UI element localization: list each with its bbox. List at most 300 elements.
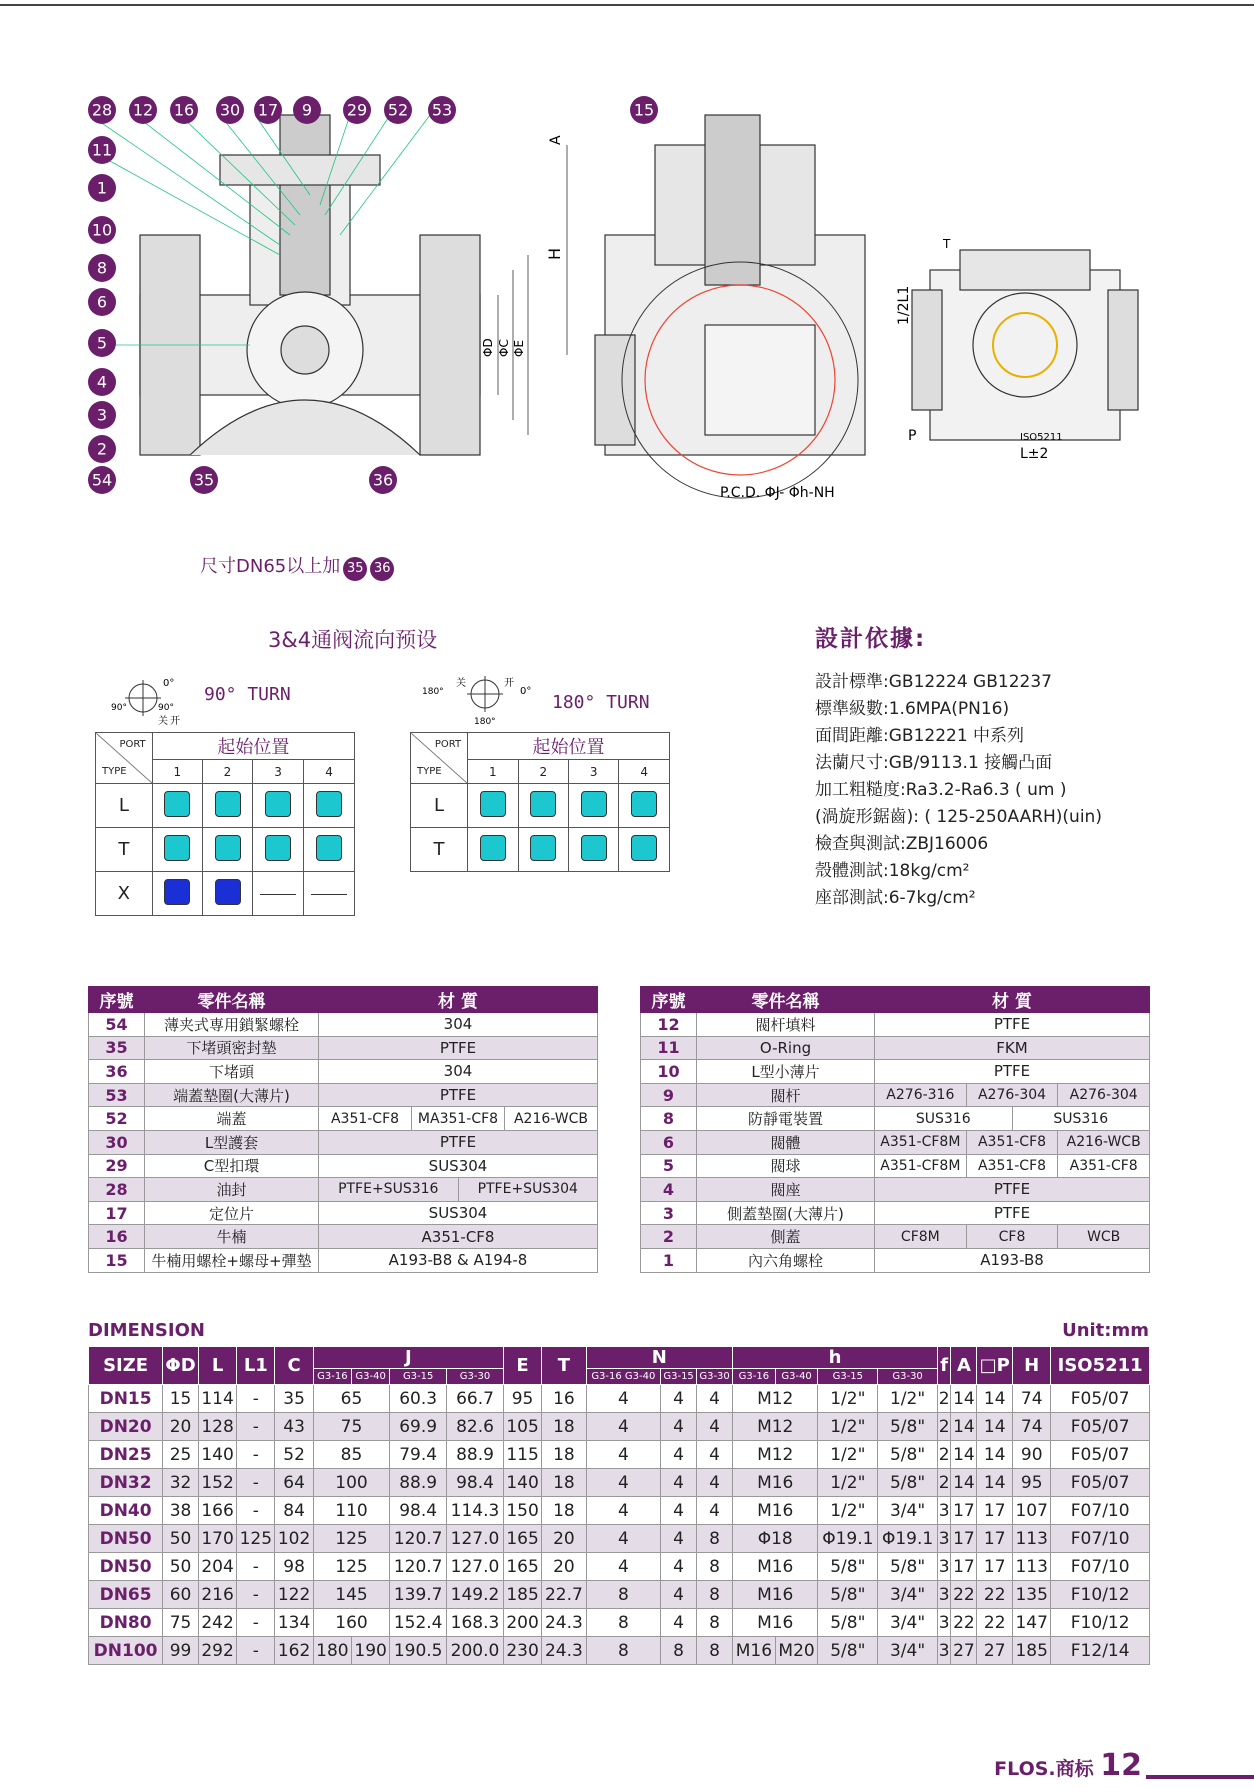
d-cell: 15 <box>163 1385 199 1413</box>
part-number: 30 <box>89 1130 145 1154</box>
h-cell: 1/2" <box>818 1441 878 1469</box>
size-cell: DN50 <box>89 1525 163 1553</box>
footer <box>994 1748 1142 1783</box>
part-number: 17 <box>89 1201 145 1225</box>
dimension-row <box>89 1581 1150 1609</box>
p-cell: 17 <box>977 1553 1013 1581</box>
valve-flow-icon <box>631 835 657 861</box>
svg-text:15: 15 <box>633 100 655 120</box>
valve-top-view-drawing <box>890 230 1160 460</box>
part-row <box>641 1083 1150 1107</box>
part-number: 15 <box>89 1248 145 1272</box>
c-cell: 64 <box>275 1469 313 1497</box>
bubble-15 <box>630 96 658 124</box>
parts-table-left: 序號 零件名稱 材 質 54 薄夹式専用鎖緊螺栓 304 35 下堵頭密封墊 PTFE 36 下堵頭 304 53 端蓋墊圈(大薄片) PTFE 52 端蓋 A351-CF8 MA351-CF8 A216-WCB 30 L型護套 PTFE 29 C型扣環 SUS304 28 油封 PTFE+SUS316 PTFE+SUS304 17 定位片 SUS304 16 牛楠 A351-CF8 15 牛楠用螺栓+螺母+彈墊 A193-B8 & A194-8 <box>88 986 598 1273</box>
material-option: WCB <box>1057 1225 1149 1248</box>
c-cell: 35 <box>275 1385 313 1413</box>
j-cell: 190 <box>351 1637 389 1665</box>
j-cell: 125 <box>313 1553 390 1581</box>
e-cell: 105 <box>503 1413 541 1441</box>
part-material: SUS304 <box>319 1201 598 1225</box>
l1-cell: - <box>237 1609 275 1637</box>
l1-cell: - <box>237 1553 275 1581</box>
n-cell: 8 <box>697 1581 733 1609</box>
material-option: A276-304 <box>1057 1084 1149 1107</box>
part-name: L型護套 <box>145 1130 319 1154</box>
part-name: L型小薄片 <box>697 1060 875 1084</box>
j-cell: 98.4 <box>447 1469 504 1497</box>
n-cell: 4 <box>697 1441 733 1469</box>
h-cell: Φ19.1 <box>878 1525 938 1553</box>
svg-text:35: 35 <box>193 470 215 490</box>
bubble-52 <box>384 96 412 124</box>
j-cell: 120.7 <box>390 1525 447 1553</box>
j-cell: 120.7 <box>390 1553 447 1581</box>
j-cell: 114.3 <box>447 1497 504 1525</box>
part-name: 側蓋墊圈(大薄片) <box>697 1201 875 1225</box>
note-bubble-35: 35 <box>343 557 367 581</box>
part-number: 54 <box>89 1013 145 1037</box>
h-cell: M16 <box>733 1609 818 1637</box>
n-cell: 8 <box>697 1609 733 1637</box>
e-cell: 95 <box>503 1385 541 1413</box>
valve-flow-icon <box>480 791 506 817</box>
part-material: PTFE <box>875 1013 1150 1037</box>
bubble-2 <box>88 435 116 463</box>
size-cell: DN65 <box>89 1581 163 1609</box>
j-cell: 75 <box>313 1413 390 1441</box>
l-cell: 216 <box>198 1581 236 1609</box>
basis-line: 設計標準:GB12224 GB12237 <box>815 672 1052 692</box>
d-cell: 50 <box>163 1553 199 1581</box>
valve-flow-icon <box>581 791 607 817</box>
turn-90-label: 90° TURN <box>204 684 291 705</box>
j-cell: 168.3 <box>447 1609 504 1637</box>
part-name: 定位片 <box>145 1201 319 1225</box>
a-cell: 22 <box>951 1581 977 1609</box>
flow-table-90: PORT TYPE 起始位置 1 2 3 4 L T X <box>95 732 355 916</box>
j-cell: 82.6 <box>447 1413 504 1441</box>
f-cell: 3 <box>937 1581 951 1609</box>
l1-cell: - <box>237 1385 275 1413</box>
basis-line: 加工粗糙度:Ra3.2-Ra6.3 ( um ) <box>815 780 1067 800</box>
turn-180-label: 180° TURN <box>552 692 650 713</box>
basis-line: 檢查與測試:ZBJ16006 <box>815 834 989 854</box>
design-basis <box>815 620 1102 910</box>
svg-text:30: 30 <box>219 100 241 120</box>
dimension-row <box>89 1553 1150 1581</box>
hh-cell: 113 <box>1013 1525 1051 1553</box>
part-number: 29 <box>89 1154 145 1178</box>
j-cell: 98.4 <box>390 1497 447 1525</box>
n-cell: 4 <box>586 1469 660 1497</box>
j-cell: 60.3 <box>390 1385 447 1413</box>
svg-text:90°: 90° <box>158 703 174 713</box>
part-number: 12 <box>641 1013 697 1037</box>
page-number: 12 <box>1100 1748 1142 1783</box>
material-option: SUS316 <box>1012 1107 1150 1130</box>
size-cell: DN20 <box>89 1413 163 1441</box>
bubble-29 <box>343 96 371 124</box>
p-cell: 14 <box>977 1441 1013 1469</box>
l-cell: 166 <box>198 1497 236 1525</box>
t-cell: 24.3 <box>542 1609 586 1637</box>
dimension-row <box>89 1413 1150 1441</box>
part-row <box>641 1130 1150 1154</box>
start-position-header: 起始位置 <box>152 733 354 760</box>
t-cell: 18 <box>542 1497 586 1525</box>
design-basis-title: 設計依據: <box>815 626 927 652</box>
n-cell: 4 <box>586 1497 660 1525</box>
e-cell: 165 <box>503 1525 541 1553</box>
hh-cell: 135 <box>1013 1581 1051 1609</box>
part-row <box>89 1248 598 1272</box>
a-cell: 14 <box>951 1469 977 1497</box>
n-cell: 4 <box>661 1581 697 1609</box>
n-cell: 8 <box>697 1637 733 1665</box>
part-material: PTFE <box>875 1060 1150 1084</box>
material-option: MA351-CF8 <box>411 1107 504 1130</box>
j-cell: 110 <box>313 1497 390 1525</box>
svg-text:17: 17 <box>257 100 279 120</box>
n-cell: 4 <box>586 1525 660 1553</box>
n-cell: 8 <box>586 1581 660 1609</box>
part-material <box>319 1107 598 1131</box>
svg-text:开: 开 <box>504 678 514 689</box>
n-cell: 4 <box>586 1413 660 1441</box>
basis-line: 殼體測試:18kg/cm² <box>815 861 970 881</box>
j-cell: 190.5 <box>390 1637 447 1665</box>
n-cell: 8 <box>697 1525 733 1553</box>
l-cell: 114 <box>198 1385 236 1413</box>
material-option: CF8M <box>900 1228 940 1245</box>
j-cell: 200.0 <box>447 1637 504 1665</box>
d-cell: 50 <box>163 1525 199 1553</box>
j-cell: 127.0 <box>447 1553 504 1581</box>
svg-text:53: 53 <box>431 100 453 120</box>
valve-flow-icon <box>265 791 291 817</box>
h-cell: Φ18 <box>733 1525 818 1553</box>
l1-cell: - <box>237 1469 275 1497</box>
c-cell: 52 <box>275 1441 313 1469</box>
size-cell: DN32 <box>89 1469 163 1497</box>
dim-H: H <box>545 247 564 260</box>
size-cell: DN80 <box>89 1609 163 1637</box>
n-cell: 4 <box>697 1385 733 1413</box>
part-number: 35 <box>89 1036 145 1060</box>
d-cell: 20 <box>163 1413 199 1441</box>
j-cell: 152.4 <box>390 1609 447 1637</box>
t-cell: 16 <box>542 1385 586 1413</box>
c-cell: 98 <box>275 1553 313 1581</box>
a-cell: 17 <box>951 1497 977 1525</box>
p-cell: 22 <box>977 1609 1013 1637</box>
j-cell: 79.4 <box>390 1441 447 1469</box>
part-number: 16 <box>89 1225 145 1249</box>
h-cell: M12 <box>733 1413 818 1441</box>
basis-line: 座部測試:6-7kg/cm² <box>815 888 976 908</box>
part-row <box>641 1201 1150 1225</box>
top-rule <box>0 4 1254 6</box>
part-name: 閥杆填料 <box>697 1013 875 1037</box>
svg-text:8: 8 <box>96 258 108 278</box>
bubble-8 <box>88 254 116 282</box>
svg-text:关: 关 <box>456 678 466 689</box>
h-cell: M12 <box>733 1441 818 1469</box>
h-cell: 5/8" <box>818 1609 878 1637</box>
part-row <box>641 1154 1150 1178</box>
bubble-17 <box>254 96 282 124</box>
svg-text:10: 10 <box>91 220 113 240</box>
flow-preset-title: 3&4通阀流向预设 <box>268 628 438 652</box>
h-cell: 1/2" <box>818 1497 878 1525</box>
l-cell: 128 <box>198 1413 236 1441</box>
d-cell: 75 <box>163 1609 199 1637</box>
j-cell: 149.2 <box>447 1581 504 1609</box>
p-cell: 14 <box>977 1385 1013 1413</box>
h-cell: 5/8" <box>878 1553 938 1581</box>
valve-flow-icon <box>265 835 291 861</box>
d-cell: 38 <box>163 1497 199 1525</box>
part-material: FKM <box>875 1036 1150 1060</box>
j-cell: 88.9 <box>447 1441 504 1469</box>
l1-cell: - <box>237 1497 275 1525</box>
f-cell: 3 <box>937 1525 951 1553</box>
part-material: A193-B8 <box>875 1248 1150 1272</box>
e-cell: 230 <box>503 1637 541 1665</box>
l-cell: 204 <box>198 1553 236 1581</box>
svg-text:12: 12 <box>132 100 154 120</box>
h-cell: Φ19.1 <box>818 1525 878 1553</box>
part-row <box>641 1107 1150 1131</box>
t-cell: 20 <box>542 1553 586 1581</box>
iso-cell: F05/07 <box>1051 1413 1150 1441</box>
n-cell: 4 <box>661 1385 697 1413</box>
bubble-16 <box>170 96 198 124</box>
start-position-header: 起始位置 <box>468 733 670 760</box>
empty-dash <box>311 894 347 895</box>
part-row <box>641 1225 1150 1249</box>
n-cell: 4 <box>661 1553 697 1581</box>
l-cell: 170 <box>198 1525 236 1553</box>
part-row <box>89 1130 598 1154</box>
bubble-54 <box>88 466 116 494</box>
dim-iso: ISO5211 <box>1020 432 1063 443</box>
valve-flow-icon <box>631 791 657 817</box>
part-name: 閥體 <box>697 1130 875 1154</box>
svg-text:16: 16 <box>173 100 195 120</box>
svg-text:52: 52 <box>387 100 409 120</box>
part-number: 3 <box>641 1201 697 1225</box>
part-name: 薄夹式専用鎖緊螺栓 <box>145 1013 319 1037</box>
dim-L-tol: L±2 <box>1020 446 1049 460</box>
valve-side-section-drawing <box>545 95 915 505</box>
svg-text:开: 开 <box>170 716 180 727</box>
port-type-corner: PORT TYPE <box>96 733 153 784</box>
a-cell: 27 <box>951 1637 977 1665</box>
part-material <box>875 1154 1150 1178</box>
a-cell: 17 <box>951 1553 977 1581</box>
c-cell: 122 <box>275 1581 313 1609</box>
part-row <box>89 1083 598 1107</box>
part-name: 牛楠 <box>145 1225 319 1249</box>
n-cell: 4 <box>661 1441 697 1469</box>
iso-cell: F10/12 <box>1051 1609 1150 1637</box>
d-cell: 32 <box>163 1469 199 1497</box>
h-cell: M16 <box>733 1497 818 1525</box>
p-cell: 14 <box>977 1413 1013 1441</box>
part-name: 油封 <box>145 1178 319 1202</box>
part-name: 防靜電裝置 <box>697 1107 875 1131</box>
size-cell: DN25 <box>89 1441 163 1469</box>
e-cell: 140 <box>503 1469 541 1497</box>
h-cell: 5/8" <box>878 1413 938 1441</box>
valve-flow-icon <box>215 791 241 817</box>
bubble-30 <box>216 96 244 124</box>
note-bubble-36: 36 <box>370 557 394 581</box>
part-material: PTFE <box>875 1178 1150 1202</box>
p-cell: 17 <box>977 1497 1013 1525</box>
c-cell: 43 <box>275 1413 313 1441</box>
l1-cell: - <box>237 1413 275 1441</box>
h-cell: 3/4" <box>878 1581 938 1609</box>
j-cell: 139.7 <box>390 1581 447 1609</box>
bubble-4 <box>88 368 116 396</box>
part-number: 52 <box>89 1107 145 1131</box>
material-option: SUS316 <box>915 1110 971 1127</box>
size-cell: DN40 <box>89 1497 163 1525</box>
svg-text:180°: 180° <box>422 687 444 697</box>
j-cell: 66.7 <box>447 1385 504 1413</box>
part-name: 閥座 <box>697 1178 875 1202</box>
part-number: 2 <box>641 1225 697 1249</box>
valve-flow-icon <box>164 879 190 905</box>
valve-flow-icon <box>316 791 342 817</box>
n-cell: 4 <box>697 1413 733 1441</box>
svg-text:0°: 0° <box>163 678 175 689</box>
part-name: 端蓋 <box>145 1107 319 1131</box>
h-cell: 1/2" <box>818 1385 878 1413</box>
j-cell: 69.9 <box>390 1413 447 1441</box>
material-option: A351-CF8 <box>1057 1155 1149 1178</box>
dimension-row <box>89 1609 1150 1637</box>
hh-cell: 90 <box>1013 1441 1051 1469</box>
iso-cell: F10/12 <box>1051 1581 1150 1609</box>
h-cell: 5/8" <box>818 1581 878 1609</box>
f-cell: 3 <box>937 1609 951 1637</box>
h-cell: 5/8" <box>818 1553 878 1581</box>
part-row <box>89 1178 598 1202</box>
dimension-row <box>89 1385 1150 1413</box>
bubble-9 <box>293 96 321 124</box>
part-material: 304 <box>319 1013 598 1037</box>
part-row <box>641 1060 1150 1084</box>
svg-text:5: 5 <box>96 333 108 353</box>
empty-dash <box>260 894 296 895</box>
bubble-10 <box>88 216 116 244</box>
l-cell: 292 <box>198 1637 236 1665</box>
n-cell: 4 <box>661 1609 697 1637</box>
size-note-text: 尺寸DN65以上加 <box>200 556 341 577</box>
basis-line: 面間距離:GB12221 中系列 <box>815 726 1025 746</box>
part-name: O-Ring <box>697 1036 875 1060</box>
a-cell: 22 <box>951 1609 977 1637</box>
part-row <box>89 1013 598 1037</box>
dimension-row <box>89 1469 1150 1497</box>
e-cell: 115 <box>503 1441 541 1469</box>
valve-flow-icon <box>215 879 241 905</box>
iso-cell: F05/07 <box>1051 1441 1150 1469</box>
part-material: PTFE <box>319 1130 598 1154</box>
bubble-35 <box>190 466 218 494</box>
f-cell: 2 <box>937 1385 951 1413</box>
svg-text:28: 28 <box>91 100 113 120</box>
dimension-row <box>89 1497 1150 1525</box>
part-name: 下堵頭 <box>145 1060 319 1084</box>
hh-cell: 107 <box>1013 1497 1051 1525</box>
h-cell: 1/2" <box>818 1469 878 1497</box>
part-number: 28 <box>89 1178 145 1202</box>
svg-text:0°: 0° <box>520 686 532 697</box>
d-cell: 25 <box>163 1441 199 1469</box>
material-option: A351-CF8M <box>880 1134 961 1151</box>
f-cell: 2 <box>937 1469 951 1497</box>
svg-text:54: 54 <box>91 470 113 490</box>
hh-cell: 113 <box>1013 1553 1051 1581</box>
dimension-row <box>89 1441 1150 1469</box>
f-cell: 3 <box>937 1637 951 1665</box>
flow-row-T: T <box>96 828 355 872</box>
p-cell: 14 <box>977 1469 1013 1497</box>
part-name: 端蓋墊圈(大薄片) <box>145 1083 319 1107</box>
iso-cell: F07/10 <box>1051 1497 1150 1525</box>
c-cell: 134 <box>275 1609 313 1637</box>
part-material: PTFE <box>875 1201 1150 1225</box>
size-cell: DN100 <box>89 1637 163 1665</box>
part-row <box>89 1154 598 1178</box>
iso-cell: F07/10 <box>1051 1553 1150 1581</box>
h-cell: M16 <box>733 1581 818 1609</box>
svg-text:180°: 180° <box>474 717 496 727</box>
j-cell: 145 <box>313 1581 390 1609</box>
j-cell: 180 <box>313 1637 351 1665</box>
j-cell: 65 <box>313 1385 390 1413</box>
svg-text:29: 29 <box>346 100 368 120</box>
dimension-row <box>89 1525 1150 1553</box>
part-number: 4 <box>641 1178 697 1202</box>
part-material: PTFE <box>319 1036 598 1060</box>
svg-text:11: 11 <box>91 140 113 160</box>
bubble-11 <box>88 136 116 164</box>
svg-text:36: 36 <box>372 470 394 490</box>
part-material: PTFE <box>319 1083 598 1107</box>
flow-row-L: L <box>411 784 670 828</box>
l-cell: 242 <box>198 1609 236 1637</box>
f-cell: 2 <box>937 1413 951 1441</box>
j-cell: 85 <box>313 1441 390 1469</box>
l1-cell: - <box>237 1441 275 1469</box>
part-material <box>875 1083 1150 1107</box>
p-cell: 27 <box>977 1637 1013 1665</box>
part-number: 5 <box>641 1154 697 1178</box>
part-name: 閥球 <box>697 1154 875 1178</box>
dimension-row <box>89 1637 1150 1665</box>
part-name: 閥杆 <box>697 1083 875 1107</box>
part-material: A351-CF8 <box>319 1225 598 1249</box>
e-cell: 185 <box>503 1581 541 1609</box>
part-material <box>319 1178 598 1202</box>
valve-flow-icon <box>530 835 556 861</box>
